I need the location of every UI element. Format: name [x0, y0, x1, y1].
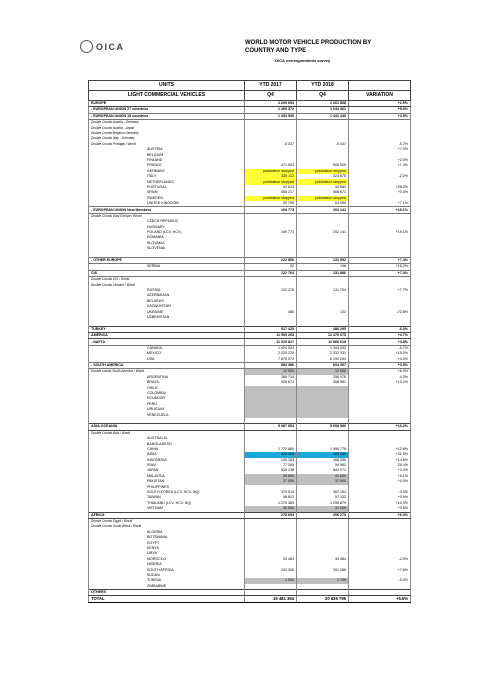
row-label: - EUROPEAN UNION New Members: [89, 207, 245, 213]
row-label: BRAZIL: [89, 380, 245, 385]
row-label: PERU: [89, 402, 245, 407]
row-label: UNITED KINGDOM: [89, 201, 245, 207]
value-2018: 41 600: [297, 474, 349, 479]
row-label: VENEZUELA: [89, 412, 245, 417]
value-2017: 122 278: [245, 288, 297, 293]
variation-value: -2.2%: [349, 174, 411, 179]
title-line-1: WORLD MOTOR VEHICLE PRODUCTION BY: [245, 40, 372, 46]
row-label: Double Counts Asia / World: [89, 430, 245, 436]
row-label: CHINA: [89, 447, 245, 452]
value-2018: 261 086: [297, 567, 349, 572]
value-2017: 7 876 073: [245, 357, 297, 363]
row-label: SLOVENIA: [89, 246, 245, 251]
value-2017: 30 500: [245, 506, 297, 512]
row-label: UZBEKISTAN: [89, 315, 245, 320]
row-label: KENYA: [89, 546, 245, 551]
row-label: SUDAN: [89, 573, 245, 578]
variation-value: +7.4%: [349, 257, 411, 263]
value-2018: 324 675: [297, 174, 349, 179]
value-2018: 31 000: [297, 506, 349, 512]
row-label: JAPAN: [89, 468, 245, 473]
row-label: RUSSIA: [89, 288, 245, 293]
row-label: PORTUGAL: [89, 185, 245, 190]
value-2017: 325 672: [245, 380, 297, 385]
value-2017: 379 514: [245, 490, 297, 495]
row-label: BELGIUM: [89, 153, 245, 158]
row-label: EGYPT: [89, 540, 245, 545]
row-label: Double Counts CIS / World: [89, 277, 245, 283]
row-label: SOUTH KOREA (LCV, HCV, BQ): [89, 490, 245, 495]
row-label: AUSTRALIA: [89, 436, 245, 441]
value-2017: 815 138: [245, 468, 297, 473]
variation-value: +7.1%: [349, 201, 411, 207]
value-2018: 106: [297, 264, 349, 270]
production-table: [88, 80, 411, 603]
row-label: Double Counts Egypt / World: [89, 518, 245, 524]
report-subtitle: OICA correspondents survey: [275, 58, 331, 63]
blank-header: [349, 81, 411, 91]
variation-value: +7.4%: [349, 270, 411, 276]
variation-value: +7.7%: [349, 288, 411, 293]
row-label: AFRICA: [89, 512, 245, 518]
q4-header-2017: Q4: [245, 91, 297, 101]
row-label: KAZAKHSTAN: [89, 304, 245, 309]
value-2018: 466 671: [297, 190, 349, 195]
value-2017: 465 217: [245, 190, 297, 195]
variation-value: +0.5%: [349, 506, 411, 512]
variation-value: +10.2%: [349, 380, 411, 385]
row-label: TURKEY: [89, 326, 245, 332]
row-label: TOTAL: [89, 596, 245, 602]
row-label: Double Counts Austria - Japan: [89, 126, 245, 131]
value-2018: 5 608 986: [297, 424, 349, 430]
variation-value: +0.0%: [349, 479, 411, 484]
value-2017: 278 654: [245, 512, 297, 518]
table-body: [89, 101, 411, 603]
row-label: URUGUAY: [89, 407, 245, 412]
value-2017: 11 325 817: [245, 339, 297, 345]
row-label: GERMANY: [89, 169, 245, 174]
row-label: ROMANIA: [89, 235, 245, 240]
value-2018: 131 886: [297, 270, 349, 276]
value-2018: 202 141: [297, 230, 349, 235]
variation-value: +12.6%: [349, 447, 411, 452]
value-2018: publication stopped: [297, 179, 349, 184]
value-2017: 583 386: [245, 362, 297, 368]
oica-logo: [80, 40, 125, 53]
value-2018: 54 683: [297, 185, 349, 190]
row-label: VIETNAM: [89, 506, 245, 512]
value-2018: 202 141: [297, 207, 349, 213]
value-2018: 57 332: [297, 495, 349, 500]
value-2017: 2 025 220: [245, 351, 297, 356]
logo-globe-icon: [80, 40, 93, 53]
value-2017: 92: [245, 264, 297, 270]
row-label: Double Counts Portugal / World: [89, 142, 245, 147]
variation-value: +7.4%: [349, 163, 411, 168]
row-label: Double Counts South Africa / World: [89, 524, 245, 529]
variation-value: +2.0%: [349, 158, 411, 163]
row-label: ASIA-OCEANIA: [89, 424, 245, 430]
value-2018: 843 071: [297, 468, 349, 473]
row-label: AUSTRIA: [89, 147, 245, 152]
value-2017: 125 303: [245, 452, 297, 457]
value-2018: 604 057: [297, 362, 349, 368]
row-label: PHILIPPINES: [89, 485, 245, 490]
row-label: NIGERIA: [89, 562, 245, 567]
row-label: CHILE: [89, 386, 245, 391]
value-2018: 1 700: [297, 578, 349, 583]
value-2018: 1 344 033: [297, 345, 349, 351]
value-2017: 39 600: [245, 474, 297, 479]
value-2017: 1 170 383: [245, 501, 297, 506]
row-label: INDONESIA: [89, 458, 245, 463]
value-2017: 5 087 854: [245, 424, 297, 430]
row-label: UKRAINE: [89, 309, 245, 314]
value-2018: 296 270: [297, 512, 349, 518]
value-2018: 506 000: [297, 163, 349, 168]
variation-value: -6.0%: [349, 326, 411, 332]
variation-value: +28.2%: [349, 185, 411, 190]
value-2018: 367 154: [297, 490, 349, 495]
value-2018: -5 037: [297, 142, 349, 147]
row-label: - SOUTH AMERICA: [89, 362, 245, 368]
row-label: THAILAND (LCV, HCV, BQ): [89, 501, 245, 506]
row-label: ALGERIA: [89, 530, 245, 535]
value-2017: 12 000: [245, 369, 297, 375]
row-label: Double Counts Austria - Germany: [89, 120, 245, 126]
row-label: MEXICO: [89, 351, 245, 356]
variation-value: -5.7%: [349, 142, 411, 147]
row-label: SWEDEN: [89, 196, 245, 201]
value-2017: 169 773: [245, 207, 297, 213]
variation-value: -5.7%: [349, 345, 411, 351]
value-2018: 8 190 254: [297, 357, 349, 363]
row-label: LIBYA: [89, 551, 245, 556]
variation-value: +3.4%: [349, 468, 411, 473]
title-line-2: COUNTRY AND TYPE: [245, 47, 307, 54]
variation-value: +4.0%: [349, 357, 411, 363]
report-title: [245, 40, 371, 55]
variation-value: +5.0%: [349, 107, 411, 113]
value-2017: 34 464: [245, 557, 297, 562]
value-2017: 486: [245, 309, 297, 314]
value-2017: 1 900: [245, 578, 297, 583]
category-header: LIGHT COMMERCIAL VEHICLES: [89, 91, 245, 101]
value-2018: 131 754: [297, 288, 349, 293]
variation-value: -72.8%: [349, 309, 411, 314]
value-2018: 1 441 440: [297, 113, 349, 119]
value-2018: 33 484: [297, 557, 349, 562]
row-label: SERBIA: [89, 264, 245, 270]
value-2017: 471 503: [245, 163, 297, 168]
value-2017: publication stopped: [245, 196, 297, 201]
ytd2018-header: YTD 2018: [297, 81, 349, 91]
row-label: ECUADOR: [89, 396, 245, 401]
value-2018: 2 332 331: [297, 351, 349, 356]
row-label: SOUTH AFRICA: [89, 567, 245, 572]
row-label: SPAIN: [89, 190, 245, 195]
row-label: HUNGARY: [89, 225, 245, 230]
units-header: UNITS: [89, 81, 245, 91]
value-2017: 19 481 394: [245, 596, 297, 602]
value-2018: 1 290 679: [297, 501, 349, 506]
row-label: Double Counts Italy - Germany: [89, 136, 245, 141]
value-2018: 131 992: [297, 257, 349, 263]
value-2017: 1 772 860: [245, 447, 297, 452]
row-label: INDIA: [89, 452, 245, 457]
row-label: TAIWAN: [89, 495, 245, 500]
variation-value: +2.5%: [349, 101, 411, 107]
value-2017: 122 764: [245, 270, 297, 276]
value-2018: 2 261 868: [297, 101, 349, 107]
value-2018: 11 866 618: [297, 339, 349, 345]
value-2018: publication stopped: [297, 169, 349, 174]
row-label: ARGENTINA: [89, 375, 245, 380]
variation-value: +0.3%: [349, 190, 411, 195]
row-label: Double Counts Belgium Germany: [89, 131, 245, 136]
value-2017: publication stopped: [245, 179, 297, 184]
variation-value: +4.7%: [349, 333, 411, 339]
value-2017: 56 823: [245, 495, 297, 500]
value-2018: 64 050: [297, 201, 349, 207]
table-row: [89, 596, 411, 602]
row-label: POLAND (LCV, HCV): [89, 230, 245, 235]
row-label: - NAFTA: [89, 339, 245, 345]
value-2018: 486 295: [297, 326, 349, 332]
row-label: OTHERS: [89, 589, 245, 595]
variation-value: +4.8%: [349, 339, 411, 345]
variation-value: +15.2%: [349, 351, 411, 356]
q4-header-2018: Q4: [297, 91, 349, 101]
row-label: CIS: [89, 270, 245, 276]
row-label: AMERICA: [89, 333, 245, 339]
row-label: ITALY: [89, 174, 245, 179]
variation-value: +3.5%: [349, 362, 411, 368]
value-2018: 54 563: [297, 463, 349, 468]
row-label: FINLAND: [89, 158, 245, 163]
row-label: BELARUS: [89, 299, 245, 304]
value-2017: -5 347: [245, 142, 297, 147]
value-2017: 59 795: [245, 201, 297, 207]
variation-value: +10.3%: [349, 501, 411, 506]
value-2018: 12 470 675: [297, 333, 349, 339]
variation-value: +0.9%: [349, 495, 411, 500]
row-label: Double Counts Ukraine / World: [89, 283, 245, 288]
value-2018: 258 076: [297, 375, 349, 380]
header-row-2: [89, 91, 411, 101]
row-label: CZECH REPUBLIC: [89, 219, 245, 224]
value-2017: 169 773: [245, 230, 297, 235]
row-label: USA: [89, 357, 245, 363]
variation-value: +6.3%: [349, 369, 411, 375]
value-2017: 42 613: [245, 185, 297, 190]
variation-header: VARIATION: [349, 91, 411, 101]
value-2017: 330 112: [245, 174, 297, 179]
variation-value: +7.0%: [349, 147, 411, 152]
row-label: ZIMBABWE: [89, 584, 245, 590]
value-2017: 11 909 203: [245, 333, 297, 339]
value-2017: 145 183: [245, 458, 297, 463]
row-label: Double counts South America / World: [89, 369, 245, 375]
value-2018: 12 000: [297, 369, 349, 375]
variation-value: +6.3%: [349, 512, 411, 518]
value-2017: 242 300: [245, 567, 297, 572]
value-2017: 2 205 653: [245, 101, 297, 107]
variation-value: +5.9%: [349, 596, 411, 602]
row-label: COLOMBIA: [89, 391, 245, 396]
value-2017: 122 856: [245, 257, 297, 263]
value-2018: 1 995 776: [297, 447, 349, 452]
variation-value: -29.4%: [349, 463, 411, 468]
row-label: IRAN: [89, 463, 245, 468]
variation-value: +3.5%: [349, 113, 411, 119]
row-label: Double Counts East Europe / World: [89, 213, 245, 219]
row-label: - EUROPEAN UNION 15 countries: [89, 113, 245, 119]
row-label: FRANCE: [89, 163, 245, 168]
row-label: BANGLADESH: [89, 441, 245, 446]
value-2018: publication stopped: [297, 196, 349, 201]
logo-text: OICA: [96, 41, 125, 52]
variation-value: -2.9%: [349, 557, 411, 562]
variation-value: +19.1%: [349, 230, 411, 235]
value-2017: 1 424 524: [245, 345, 297, 351]
row-label: MALAYSIA: [89, 474, 245, 479]
row-label: BOTSWANA: [89, 535, 245, 540]
value-2018: 132: [297, 309, 349, 314]
row-label: NETHERLANDS: [89, 179, 245, 184]
variation-value: +5.1%: [349, 474, 411, 479]
value-2017: 37 000: [245, 479, 297, 484]
variation-value: -5.0%: [349, 578, 411, 583]
row-label: AZERBAIJAN: [89, 293, 245, 298]
row-label: CANADA: [89, 345, 245, 351]
ytd2017-header: YTD 2017: [245, 81, 297, 91]
value-2018: 358 981: [297, 380, 349, 385]
row-label: TUNISIA: [89, 578, 245, 583]
variation-value: +10.2%: [349, 424, 411, 430]
value-2017: 77 265: [245, 463, 297, 468]
row-label: - OTHER EUROPE: [89, 257, 245, 263]
row-label: PAKISTAN: [89, 479, 245, 484]
variation-value: -4.3%: [349, 375, 411, 380]
variation-value: -3.3%: [349, 490, 411, 495]
variation-value: +7.8%: [349, 567, 411, 572]
value-2018: 165 189: [297, 452, 349, 457]
value-2017: 1 365 372: [245, 107, 297, 113]
variation-value: +31.5%: [349, 452, 411, 457]
value-2017: 1 393 539: [245, 113, 297, 119]
value-2018: 20 625 795: [297, 596, 349, 602]
variation-value: +19.1%: [349, 207, 411, 213]
row-label: SLOVAKIA: [89, 241, 245, 246]
value-2018: 1 643 361: [297, 107, 349, 113]
value-2017: 269 714: [245, 375, 297, 380]
row-label: MOROCCO: [89, 557, 245, 562]
row-label: EUROPE: [89, 101, 245, 107]
variation-value: +15.2%: [349, 264, 411, 270]
header-row-1: [89, 81, 411, 91]
value-2017: 517 425: [245, 326, 297, 332]
value-2018: 166 336: [297, 458, 349, 463]
value-2017: publication stopped: [245, 169, 297, 174]
variation-value: +14.6%: [349, 458, 411, 463]
row-label: - EUROPEAN UNION 27 countries: [89, 107, 245, 113]
value-2018: 37 000: [297, 479, 349, 484]
